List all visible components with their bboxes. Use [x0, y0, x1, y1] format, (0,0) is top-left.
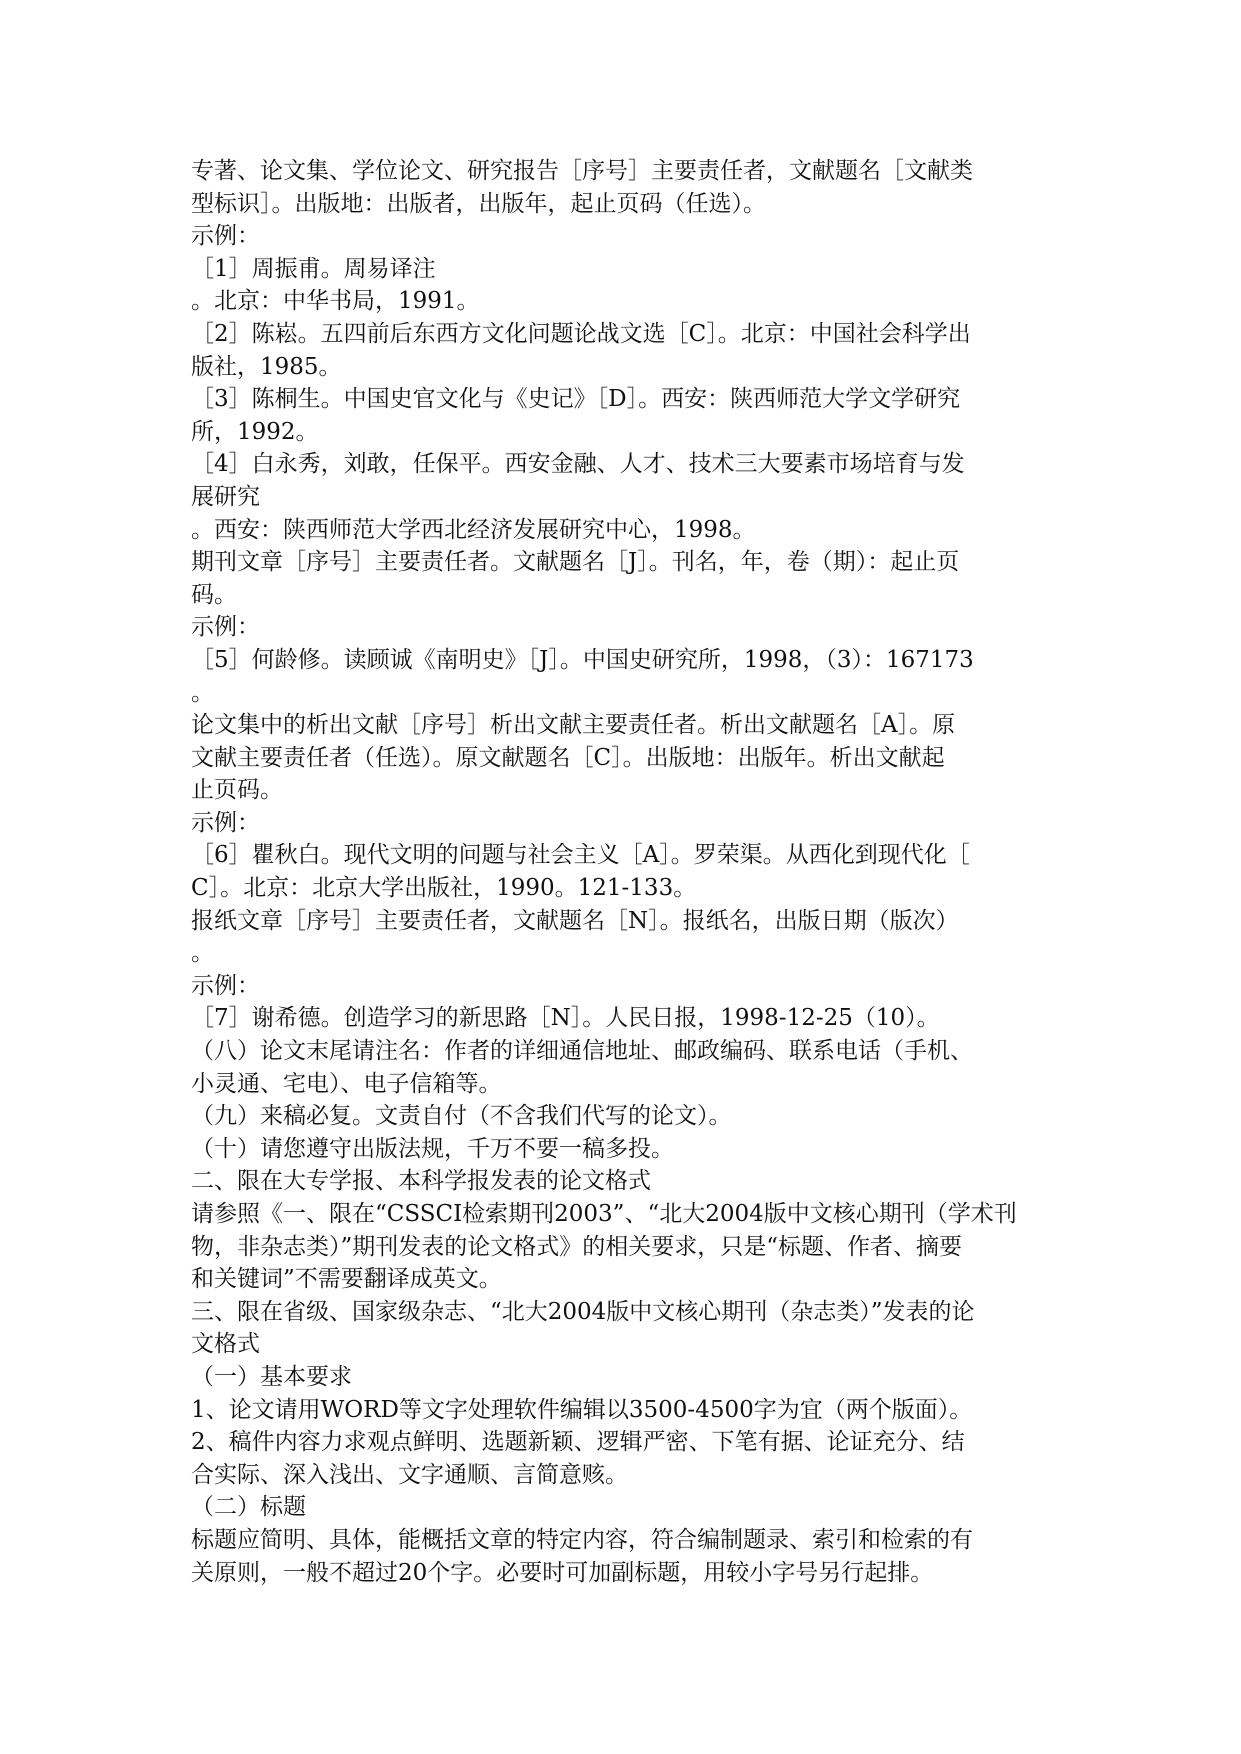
- text-line: 。: [191, 679, 214, 706]
- document-body: [191, 155, 1061, 1589]
- text-line: 期刊文章［序号］主要责任者。文献题名［J］。刊名，年，卷（期）：起止页: [191, 549, 960, 576]
- text-line: 码。: [191, 581, 237, 608]
- text-line: 文格式: [191, 1331, 260, 1358]
- text-line: （九）来稿必复。文责自付（不含我们代写的论文）。: [191, 1103, 732, 1130]
- text-line: 。西安：陕西师范大学西北经济发展研究中心，1998。: [191, 516, 756, 543]
- text-line: ［5］何龄修。读顾诚《南明史》［J］。中国史研究所，1998，（3）：167173: [191, 646, 974, 673]
- text-line: 版社，1985。: [191, 353, 342, 380]
- text-line: 展研究: [191, 483, 260, 510]
- text-line: （八）论文末尾请注名：作者的详细通信地址、邮政编码、联系电话（手机、: [191, 1038, 973, 1065]
- text-line: 专著、论文集、学位论文、研究报告［序号］主要责任者，文献题名［文献类: [191, 158, 973, 184]
- text-line: 示例：: [191, 223, 260, 250]
- text-line: ［7］谢希德。创造学习的新思路［N］。人民日报，1998-12-25（10）。: [191, 1005, 940, 1032]
- text-line: ［4］白永秀，刘敢，任保平。西安金融、人才、技术三大要素市场培育与发: [191, 451, 965, 478]
- text-line: 小灵通、宅电）、电子信箱等。: [191, 1070, 502, 1097]
- text-line: 型标识］。出版地：出版者，出版年，起止页码（任选）。: [191, 190, 766, 217]
- text-line: 关原则，一般不超过20个字。必要时可加副标题，用较小字号另行起排。: [191, 1559, 934, 1586]
- text-line: 标题应简明、具体，能概括文章的特定内容，符合编制题录、索引和检索的有: [191, 1526, 973, 1553]
- text-line: ［3］陈桐生。中国史官文化与《史记》［D］。西安：陕西师范大学文学研究: [191, 386, 961, 413]
- text-line: 和关键词”不需要翻译成英文。: [191, 1266, 502, 1293]
- text-line: 物，非杂志类）”期刊发表的论文格式》的相关要求，只是“标题、作者、摘要: [191, 1233, 963, 1260]
- text-line: 文献主要责任者（任选）。原文献题名［C］。出版地：出版年。析出文献起: [191, 744, 945, 771]
- text-line: 2、稿件内容力求观点鲜明、选题新颖、逻辑严密、下笔有据、论证充分、结: [191, 1429, 965, 1456]
- text-line: （十）请您遵守出版法规，千万不要一稿多投。: [191, 1135, 674, 1162]
- text-line: 二、限在大专学报、本科学报发表的论文格式: [191, 1168, 651, 1195]
- text-line: C］。北京：北京大学出版社，1990。121-133。: [191, 875, 697, 902]
- text-line: ［6］瞿秋白。现代文明的问题与社会主义［A］。罗荣渠。从西化到现代化［: [191, 842, 970, 869]
- text-line: 论文集中的析出文献［序号］析出文献主要责任者。析出文献题名［A］。原: [191, 712, 956, 739]
- text-line: （一）基本要求: [191, 1363, 352, 1390]
- text-line: 三、限在省级、国家级杂志、“北大2004版中文核心期刊（杂志类）”发表的论: [191, 1298, 975, 1325]
- text-line: 1、论文请用WORD等文字处理软件编辑以3500-4500字为宜（两个版面）。: [191, 1396, 973, 1423]
- text-line: 所，1992。: [191, 418, 319, 445]
- text-line: 。北京：中华书局，1991。: [191, 288, 480, 315]
- text-line: 请参照《一、限在“CSSCI检索期刊2003”、“北大2004版中文核心期刊（学术刊: [191, 1201, 1017, 1227]
- text-line: ［2］陈崧。五四前后东西方文化问题论战文选［C］。北京：中国社会科学出: [191, 320, 971, 347]
- text-line: 示例：: [191, 614, 260, 641]
- text-line: 示例：: [191, 972, 260, 999]
- text-line: 合实际、深入浅出、文字通顺、言简意赅。: [191, 1461, 628, 1488]
- text-line: ［1］周振甫。周易译注: [191, 255, 436, 282]
- text-line: 。: [191, 940, 214, 967]
- text-line: 示例：: [191, 809, 260, 836]
- text-line: 报纸文章［序号］主要责任者，文献题名［N］。报纸名，出版日期（版次）: [191, 907, 959, 934]
- text-line: 止页码。: [191, 777, 283, 804]
- text-line: （二）标题: [191, 1494, 306, 1521]
